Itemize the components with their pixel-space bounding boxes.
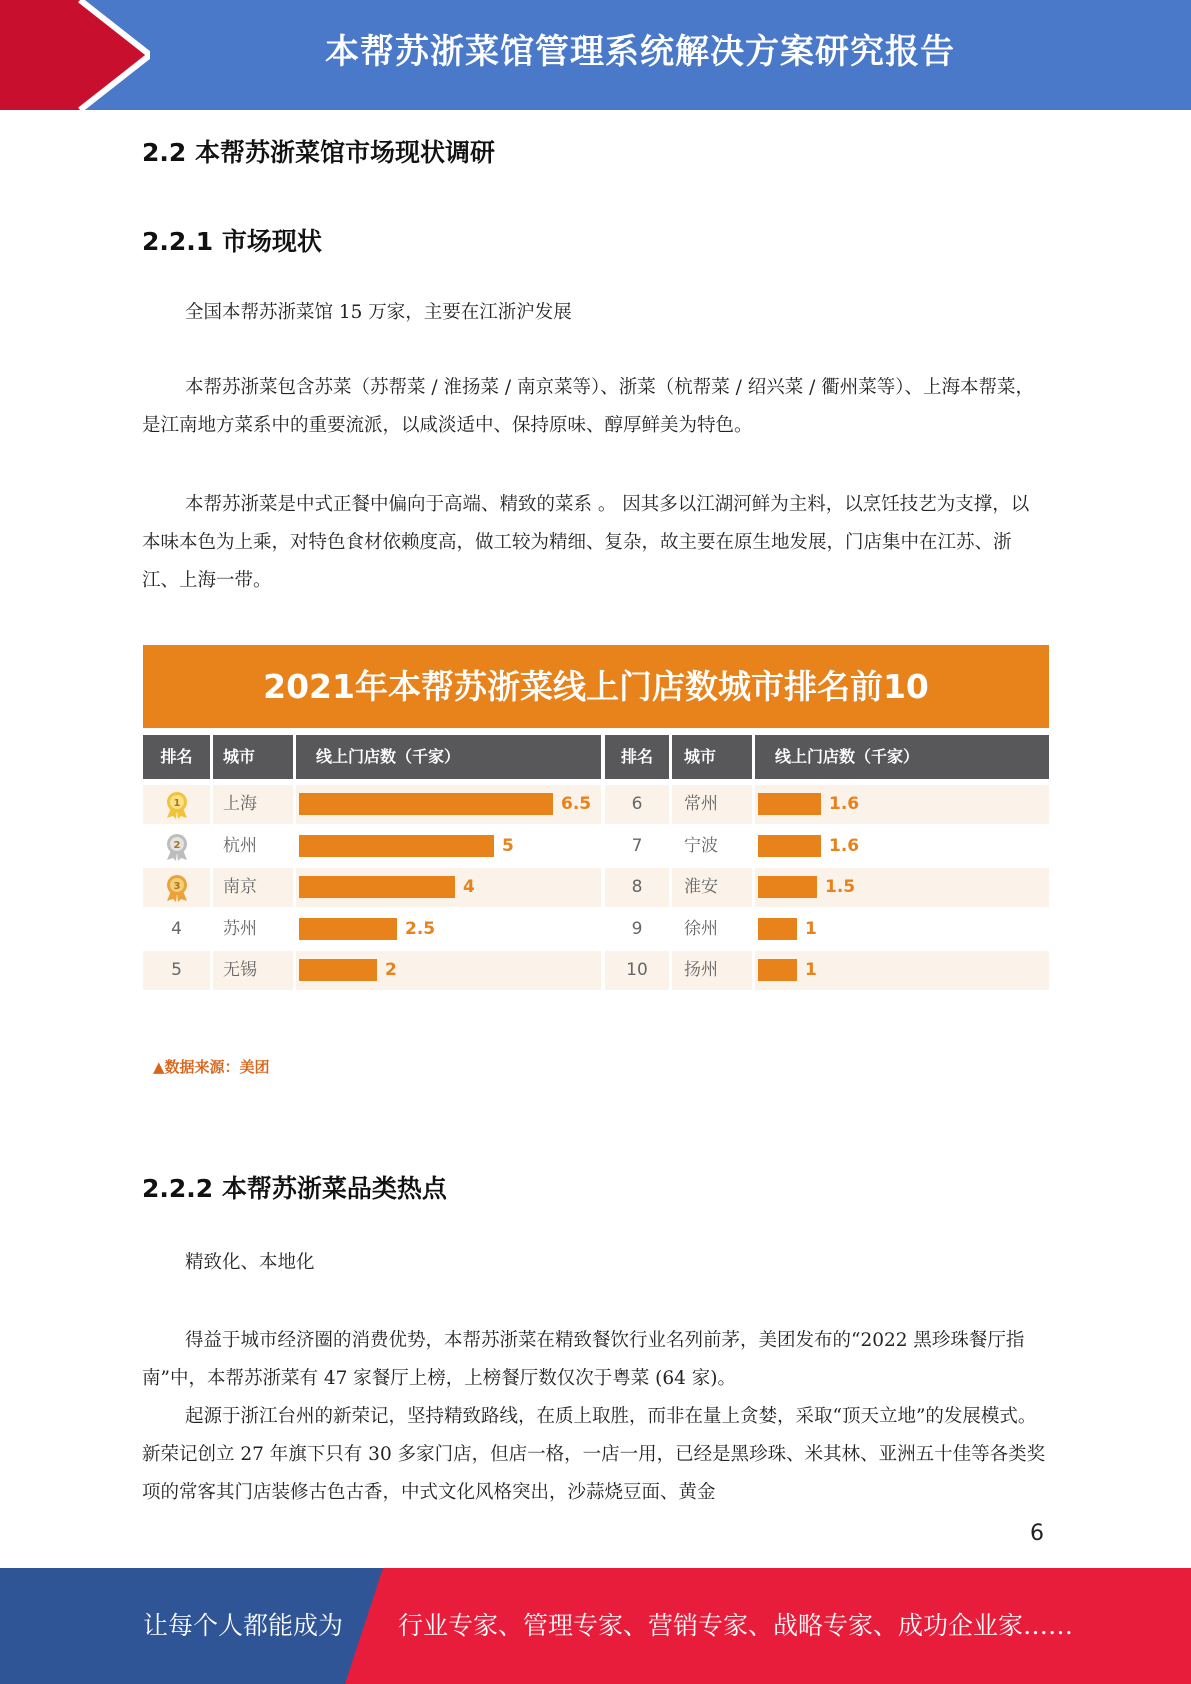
bar xyxy=(299,876,455,898)
section-heading-2-2-2: 2.2.2 本帮苏浙菜品类热点 xyxy=(142,1174,447,1203)
bar-value-label: 1.6 xyxy=(829,794,860,814)
bar-cell xyxy=(755,827,1049,866)
bar xyxy=(758,835,821,857)
medal-rank-label: 3 xyxy=(173,881,180,892)
paragraph-text: 本帮苏浙菜是中式正餐中偏向于高端、精致的菜系 。 因其多以江湖河鲜为主料，以烹饪技艺为支撑，以本味本色为上乘，对特色食材依赖度高，做工较为精细、复杂，故主要在原生地发展，门店集中在江苏、浙江、上海一带。 xyxy=(142,494,1030,591)
rank-cell xyxy=(605,785,669,824)
page-footer xyxy=(0,1568,1191,1684)
footer-slogan-right: 行业专家、管理专家、营销专家、战略专家、成功企业家…… xyxy=(398,1611,1074,1640)
rank-cell xyxy=(143,827,210,866)
header-city: 城市 xyxy=(213,735,293,779)
city-label: 苏州 xyxy=(213,910,293,949)
header-red-arrow-shape xyxy=(0,0,150,110)
bar xyxy=(758,876,817,898)
rank-label: 4 xyxy=(171,918,182,939)
rank-label: 7 xyxy=(631,835,643,856)
header-store-count: 线上门店数（千家） xyxy=(296,735,601,779)
bar xyxy=(758,959,797,981)
header-rank: 排名 xyxy=(143,735,210,779)
city-label: 杭州 xyxy=(213,827,293,866)
bar xyxy=(758,918,797,940)
bar-cell xyxy=(296,827,601,866)
bar xyxy=(299,835,494,857)
bar xyxy=(299,793,553,815)
city-label: 无锡 xyxy=(213,951,293,990)
rank-label: 6 xyxy=(631,794,643,814)
paragraph-text: 全国本帮苏浙菜馆 15 万家，主要在江浙沪发展 xyxy=(185,302,572,323)
paragraph xyxy=(142,369,1047,445)
paragraph xyxy=(142,1322,1047,1398)
bar-cell xyxy=(755,868,1049,907)
bar-value-label: 5 xyxy=(502,835,514,856)
rank-cell xyxy=(143,868,210,907)
rank-cell xyxy=(605,827,669,866)
medal-rank-label: 2 xyxy=(173,839,180,851)
rank-cell xyxy=(143,785,210,824)
bar-value-label: 4 xyxy=(463,877,475,897)
bar-value-label: 1 xyxy=(805,960,817,980)
city-label: 徐州 xyxy=(672,910,752,949)
bar-value-label: 2.5 xyxy=(405,918,436,939)
bar-cell xyxy=(296,868,601,907)
page-number: 6 xyxy=(1030,1521,1044,1546)
bar-cell xyxy=(755,910,1049,949)
bar-value-label: 1.6 xyxy=(829,835,860,856)
bar xyxy=(299,959,377,981)
medal-icon xyxy=(164,791,190,819)
paragraph-text: 精致化、本地化 xyxy=(185,1252,315,1273)
city-label: 常州 xyxy=(672,785,752,824)
bar-cell xyxy=(296,785,601,824)
footer-slogan-left: 让每个人都能成为 xyxy=(143,1611,344,1640)
paragraph-text: 本帮苏浙菜包含苏菜（苏帮菜 / 淮扬菜 / 南京菜等）、浙菜（杭帮菜 / 绍兴菜 / 衢州菜等）、上海本帮菜，是江南地方菜系中的重要流派，以咸淡适中、保持原味、醇厚鲜美为特色。 xyxy=(142,377,1034,436)
bar-cell xyxy=(755,951,1049,990)
city-label: 淮安 xyxy=(672,868,752,907)
rank-label: 9 xyxy=(631,918,643,939)
rank-cell xyxy=(143,910,210,949)
header-store-count: 线上门店数（千家） xyxy=(755,735,1049,779)
bar xyxy=(758,793,821,815)
rank-label: 5 xyxy=(171,960,182,980)
header-rank: 排名 xyxy=(605,735,669,779)
paragraph-text: 得益于城市经济圈的消费优势，本帮苏浙菜在精致餐饮行业名列前茅，美团发布的“2022 黑珍珠餐厅指南”中，本帮苏浙菜有 47 家餐厅上榜，上榜餐厅数仅次于粤菜 (64 家)。 xyxy=(142,1330,1025,1389)
city-label: 扬州 xyxy=(672,951,752,990)
bar xyxy=(299,918,397,940)
report-title: 本帮苏浙菜馆管理系统解决方案研究报告 xyxy=(325,32,955,72)
paragraph-text: 起源于浙江台州的新荣记，坚持精致路线，在质上取胜，而非在量上贪婪，采取“顶天立地”的发展模式。新荣记创立 27 年旗下只有 30 多家门店，但店一格，一店一用，已经是黑珍珠、米其林、亚洲五十佳等各类奖项的常客其门店装修古色古香，中式文化风格突出，沙蒜烧豆面、黄金 xyxy=(142,1406,1046,1503)
paragraph xyxy=(142,1244,1047,1282)
city-label: 宁波 xyxy=(672,827,752,866)
city-ranking-chart xyxy=(143,645,1049,995)
rank-cell xyxy=(143,951,210,990)
bar-cell xyxy=(296,951,601,990)
city-label: 上海 xyxy=(213,785,293,824)
medal-icon xyxy=(164,833,190,861)
bar-cell xyxy=(755,785,1049,824)
bar-value-label: 1 xyxy=(805,918,817,939)
paragraph xyxy=(142,294,1047,332)
rank-label: 10 xyxy=(626,960,648,980)
rank-label: 8 xyxy=(631,877,643,897)
header-city: 城市 xyxy=(672,735,752,779)
medal-icon xyxy=(164,874,190,902)
data-source-note: ▲数据来源：美团 xyxy=(153,1058,270,1076)
chart-title: 2021年本帮苏浙菜线上门店数城市排名前10 xyxy=(143,645,1049,728)
rank-cell xyxy=(605,910,669,949)
rank-cell xyxy=(605,951,669,990)
rank-cell xyxy=(605,868,669,907)
paragraph xyxy=(142,1398,1047,1512)
bar-cell xyxy=(296,910,601,949)
section-heading-2-2: 2.2 本帮苏浙菜馆市场现状调研 xyxy=(142,138,495,167)
bar-value-label: 2 xyxy=(385,960,397,980)
bar-value-label: 6.5 xyxy=(561,794,592,814)
medal-rank-label: 1 xyxy=(173,798,180,809)
city-label: 南京 xyxy=(213,868,293,907)
page-header xyxy=(0,0,1191,110)
section-heading-2-2-1: 2.2.1 市场现状 xyxy=(142,227,322,256)
bar-value-label: 1.5 xyxy=(825,877,856,897)
paragraph xyxy=(142,486,1047,600)
